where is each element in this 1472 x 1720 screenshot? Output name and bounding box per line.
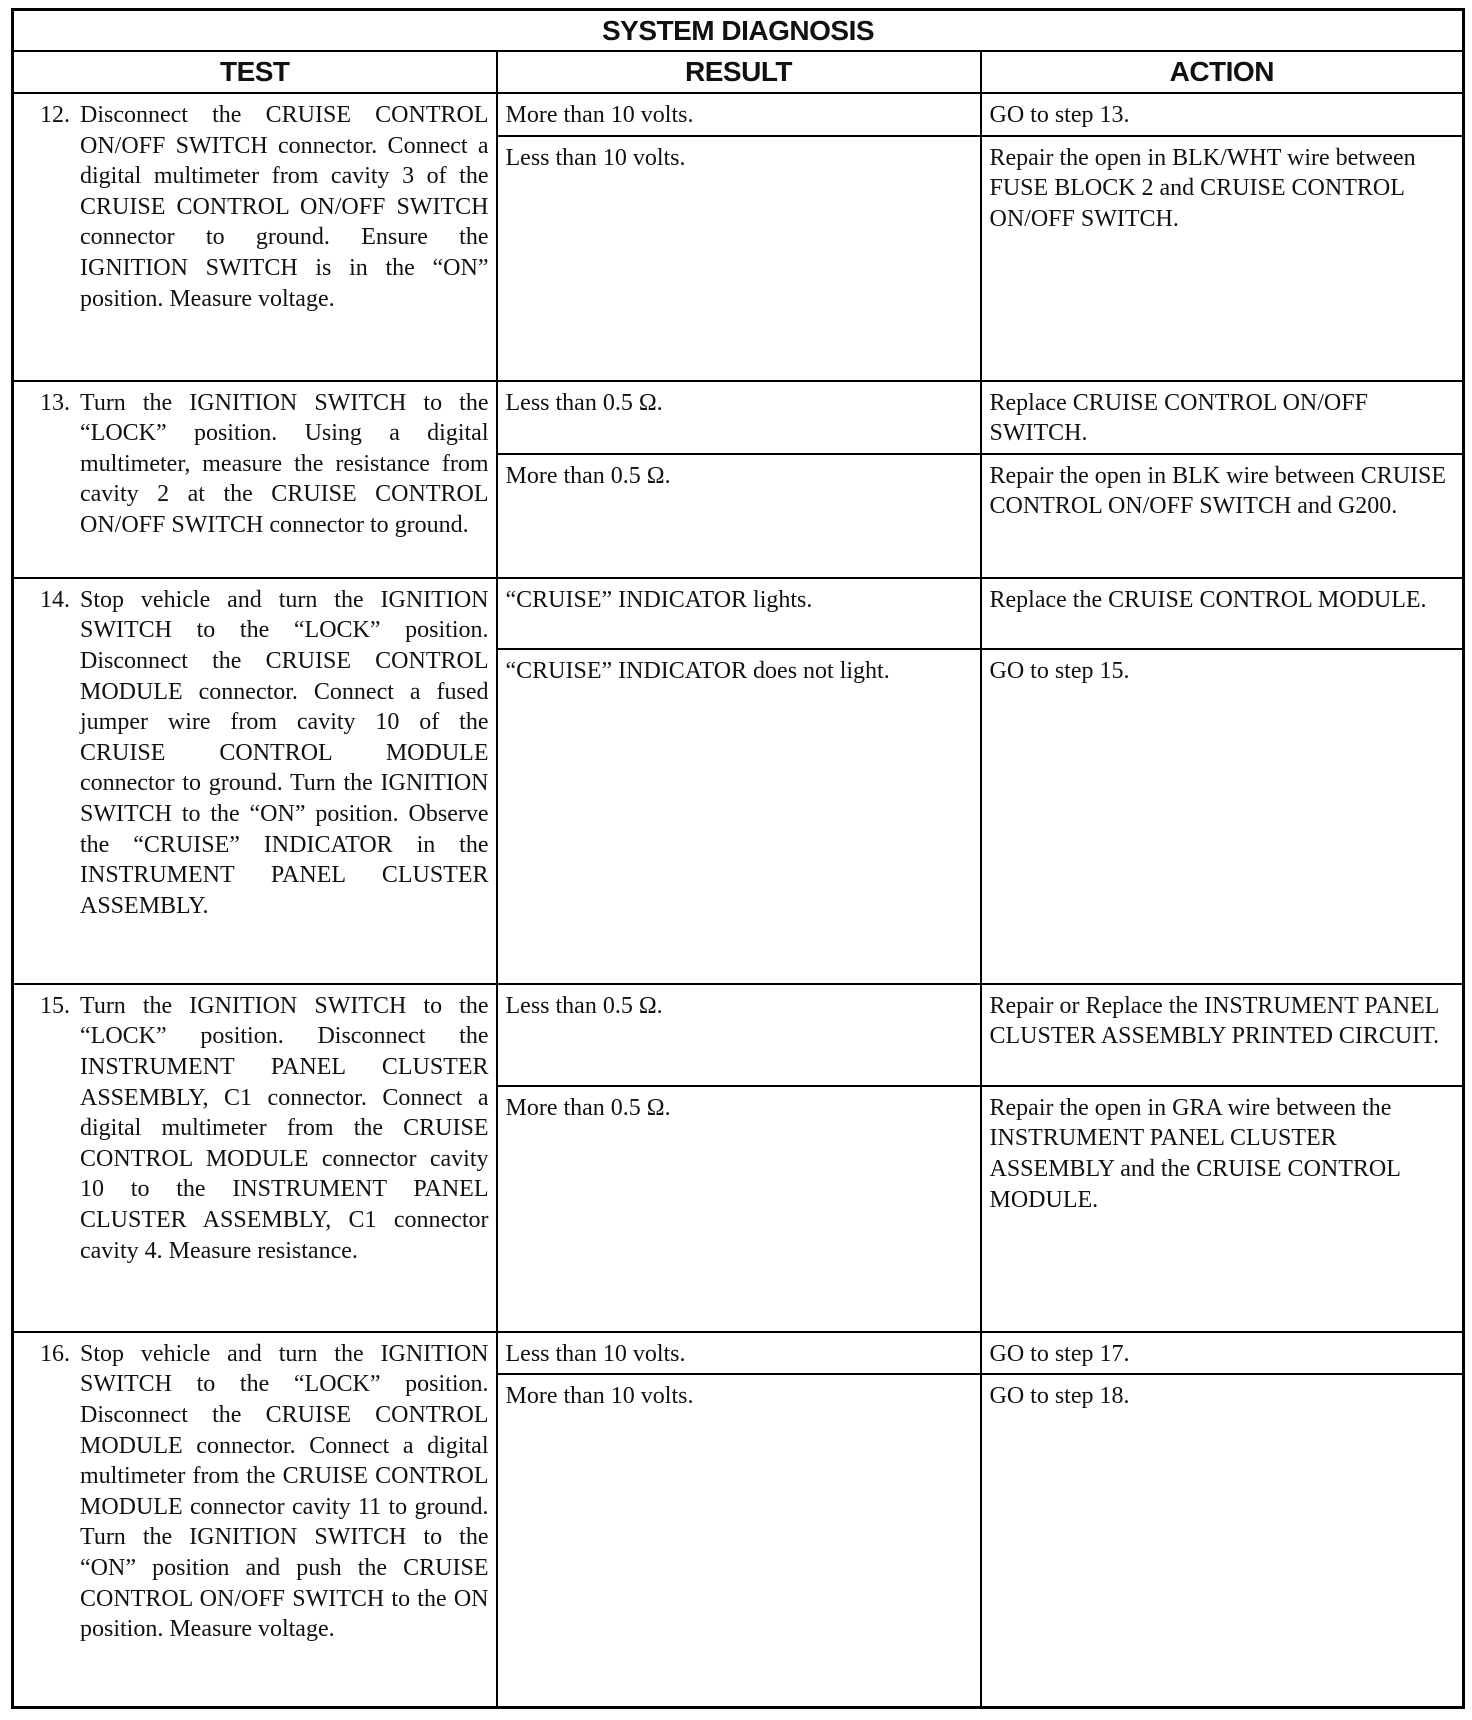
column-header-result: RESULT bbox=[497, 51, 981, 93]
table-row bbox=[13, 381, 1464, 454]
header-row bbox=[13, 51, 1464, 93]
table-row bbox=[13, 984, 1464, 1086]
action-cell: GO to step 17. bbox=[981, 1332, 1464, 1375]
result-cell: More than 10 volts. bbox=[497, 1374, 981, 1707]
result-cell: Less than 10 volts. bbox=[497, 1332, 981, 1375]
test-text: Turn the IGNITION SWITCH to the “LOCK” position. Using a digital multimeter, measure the resistance from cavity 2 at the CRUISE CONTROL ON/OFF SWITCH connector to ground. bbox=[80, 389, 489, 538]
column-header-action: ACTION bbox=[981, 51, 1464, 93]
result-cell: More than 0.5 Ω. bbox=[497, 454, 981, 578]
action-cell: Repair the open in BLK/WHT wire between FUSE BLOCK 2 and CRUISE CONTROL ON/OFF SWITCH. bbox=[981, 136, 1464, 381]
action-cell: Repair the open in GRA wire between the INSTRUMENT PANEL CLUSTER ASSEMBLY and the CRUISE CONTROL MODULE. bbox=[981, 1086, 1464, 1332]
test-cell bbox=[13, 984, 497, 1332]
action-cell: Replace the CRUISE CONTROL MODULE. bbox=[981, 578, 1464, 649]
action-cell: Repair or Replace the INSTRUMENT PANEL CLUSTER ASSEMBLY PRINTED CIRCUIT. bbox=[981, 984, 1464, 1086]
result-cell: Less than 0.5 Ω. bbox=[497, 984, 981, 1086]
test-text: Stop vehicle and turn the IGNITION SWITCH to the “LOCK” position. Disconnect the CRUISE CONTROL MODULE connector. Connect a fused jumper wire from cavity 10 of the CRUISE CONTROL MODULE connector to ground. Turn the IGNITION SWITCH to the “ON” position. Observe the “CRUISE” INDICATOR in the INSTRUMENT PANEL CLUSTER ASSEMBLY. bbox=[80, 586, 489, 919]
result-cell: “CRUISE” INDICATOR lights. bbox=[497, 578, 981, 649]
test-cell bbox=[13, 1332, 497, 1708]
table-row bbox=[13, 93, 1464, 136]
test-cell bbox=[13, 93, 497, 381]
action-cell: GO to step 13. bbox=[981, 93, 1464, 136]
result-cell: Less than 10 volts. bbox=[497, 136, 981, 381]
result-cell: More than 0.5 Ω. bbox=[497, 1086, 981, 1332]
step-number: 14. bbox=[40, 586, 70, 613]
table-row bbox=[13, 578, 1464, 649]
test-cell bbox=[13, 578, 497, 984]
step-number: 15. bbox=[40, 992, 70, 1019]
step-number: 12. bbox=[40, 102, 70, 128]
test-text: Disconnect the CRUISE CONTROL ON/OFF SWITCH connector. Connect a digital multimeter from cavity 3 of the CRUISE CONTROL ON/OFF SWITCH connector to ground. Ensure the IGNITION SWITCH is in the “ON” position. Measure voltage. bbox=[80, 102, 489, 312]
column-header-test: TEST bbox=[13, 51, 497, 93]
test-text: Turn the IGNITION SWITCH to the “LOCK” position. Disconnect the INSTRUMENT PANEL CLUSTER ASSEMBLY, C1 connector. Connect a digital multimeter from the CRUISE CONTROL MODULE connector cavity 10 to the INSTRUMENT PANEL CLUSTER ASSEMBLY, C1 connector cavity 4. Measure resistance. bbox=[80, 992, 489, 1264]
result-cell: “CRUISE” INDICATOR does not light. bbox=[497, 649, 981, 984]
step-number: 13. bbox=[40, 389, 70, 416]
result-cell: More than 10 volts. bbox=[497, 93, 981, 136]
title-row bbox=[13, 10, 1464, 52]
table-title: SYSTEM DIAGNOSIS bbox=[13, 10, 1464, 52]
step-number: 16. bbox=[40, 1340, 70, 1367]
result-cell: Less than 0.5 Ω. bbox=[497, 381, 981, 454]
action-cell: GO to step 15. bbox=[981, 649, 1464, 984]
action-cell: Replace CRUISE CONTROL ON/OFF SWITCH. bbox=[981, 381, 1464, 454]
system-diagnosis-table bbox=[11, 8, 1465, 1709]
test-text: Stop vehicle and turn the IGNITION SWITCH to the “LOCK” position. Disconnect the CRUISE CONTROL MODULE connector. Connect a digital multimeter from the CRUISE CONTROL MODULE connector cavity 11 to ground. Turn the IGNITION SWITCH to the “ON” position and push the CRUISE CONTROL ON/OFF SWITCH to the ON position. Measure voltage. bbox=[80, 1340, 489, 1643]
action-cell: Repair the open in BLK wire between CRUISE CONTROL ON/OFF SWITCH and G200. bbox=[981, 454, 1464, 578]
test-cell bbox=[13, 381, 497, 578]
action-cell: GO to step 18. bbox=[981, 1374, 1464, 1707]
table-row bbox=[13, 1332, 1464, 1375]
